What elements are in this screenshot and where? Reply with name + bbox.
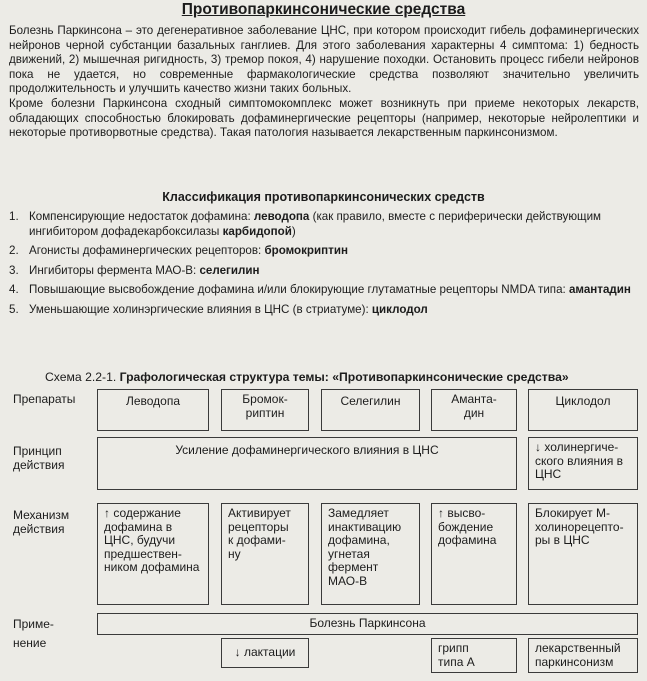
item-number: 3. bbox=[9, 263, 19, 277]
mechanism-box-bromocriptine: Активирует рецепторы к дофами- ну bbox=[221, 503, 309, 605]
item-text: Повышающие высвобождение дофамина и/или блокирующие глутаматные рецепторы NMDA типа: bbox=[29, 283, 569, 297]
item-text: (как правило, вместе с периферически действующим ингибитором дофадекарбоксилазы bbox=[29, 210, 602, 238]
intro-text bbox=[9, 24, 639, 141]
principle-box-dopaminergic: Усиление дофаминергического влияния в ЦНС bbox=[97, 437, 517, 490]
classification-item bbox=[9, 264, 639, 279]
item-number: 1. bbox=[9, 210, 19, 223]
drug-name: селегилин bbox=[199, 263, 260, 277]
mechanism-box-amantadine: ↑ высво- бождение дофамина bbox=[431, 503, 517, 605]
drug-box-levodopa: Леводопа bbox=[97, 389, 209, 431]
principle-box-cholinergic: ↓ холинергиче- ского влияния в ЦНС bbox=[528, 437, 638, 490]
item-text: Агонисты дофаминергических рецепторов: bbox=[29, 244, 265, 258]
item-number: 5. bbox=[9, 302, 19, 316]
item-text: Уменьшающие холинэргические влияния в ЦНС (в стриатуме): bbox=[29, 302, 372, 316]
drug-box-selegiline: Селегилин bbox=[321, 389, 420, 431]
mechanism-box-cyclodol: Блокирует М- холинорецепто- ры в ЦНС bbox=[528, 503, 638, 605]
drug-name: циклодол bbox=[371, 302, 428, 316]
row-label-mechanism: Механизм действия bbox=[13, 508, 70, 536]
application-box-lactation: ↓ лактации bbox=[221, 638, 309, 668]
application-box-parkinson: Болезнь Паркинсона bbox=[97, 613, 638, 635]
intro-paragraph: Болезнь Паркинсона – это дегенеративное заболевание ЦНС, при котором происходит гибель дофаминергических нейронов черной субстанции базальных ганглиев. Для этого заболевания характерны 4 симптома: 1) бедность движений, 2) мышечная ригидность, 3) тремор покоя, 4) нарушение походки. Остановить процесс гибели нейронов пока не удается, но современные фармакологические средства позволяют значительно увеличить продолжительность и улучшить качество жизни таких больных. bbox=[9, 24, 639, 96]
item-text: ) bbox=[291, 224, 296, 238]
drug-name: бромокриптин bbox=[264, 244, 348, 258]
row-label-principle: Принцип действия bbox=[13, 444, 65, 472]
classification-item bbox=[9, 210, 639, 239]
item-number: 2. bbox=[9, 244, 19, 258]
drug-box-bromocriptine: Бромок- риптин bbox=[221, 389, 309, 431]
classification-heading: Классификация противопаркинсонических средств bbox=[162, 190, 485, 204]
classification-item bbox=[9, 283, 639, 298]
classification-item bbox=[9, 244, 639, 259]
classification-list bbox=[9, 210, 639, 323]
intro-paragraph: Кроме болезни Паркинсона сходный симптомокомплекс может возникнуть при приеме некоторых лекарств, обладающих способностью блокировать дофаминергические рецепторы (например, некоторые нейролептики и некоторые противорвотные средства). Такая патология называется лекарственным паркинсонизмом. bbox=[9, 96, 639, 140]
drug-name: леводопа bbox=[253, 210, 310, 223]
drug-box-amantadine: Аманта- дин bbox=[431, 389, 517, 431]
drug-name: карбидопой bbox=[222, 224, 292, 238]
item-text: Компенсирующие недостаток дофамина: bbox=[29, 210, 254, 223]
mechanism-box-levodopa: ↑ содержание дофамина в ЦНС, будучи предшествен- ником дофамина bbox=[97, 503, 209, 605]
item-text: Ингибиторы фермента МАО-В: bbox=[29, 263, 200, 277]
scheme-title: Графологическая структура темы: «Противопаркинсонические средства» bbox=[119, 370, 569, 384]
row-label-application: Приме- нение bbox=[13, 617, 54, 650]
drug-box-cyclodol: Циклодол bbox=[528, 389, 638, 431]
classification-item bbox=[9, 303, 639, 318]
mechanism-box-selegiline: Замедляет инактивацию дофамина, угнетая фермент МАО-В bbox=[321, 503, 420, 605]
drug-name: амантадин bbox=[568, 283, 631, 297]
row-label-drugs: Препараты bbox=[13, 392, 76, 406]
scheme-number: Схема 2.2-1. bbox=[45, 370, 120, 384]
page-title: Противопаркинсонические средства bbox=[181, 1, 466, 18]
application-box-influenza: грипп типа А bbox=[431, 638, 517, 673]
scheme-caption bbox=[45, 370, 645, 384]
application-box-drug-parkinsonism: лекарственный паркинсонизм bbox=[528, 638, 638, 673]
item-number: 4. bbox=[9, 283, 19, 297]
